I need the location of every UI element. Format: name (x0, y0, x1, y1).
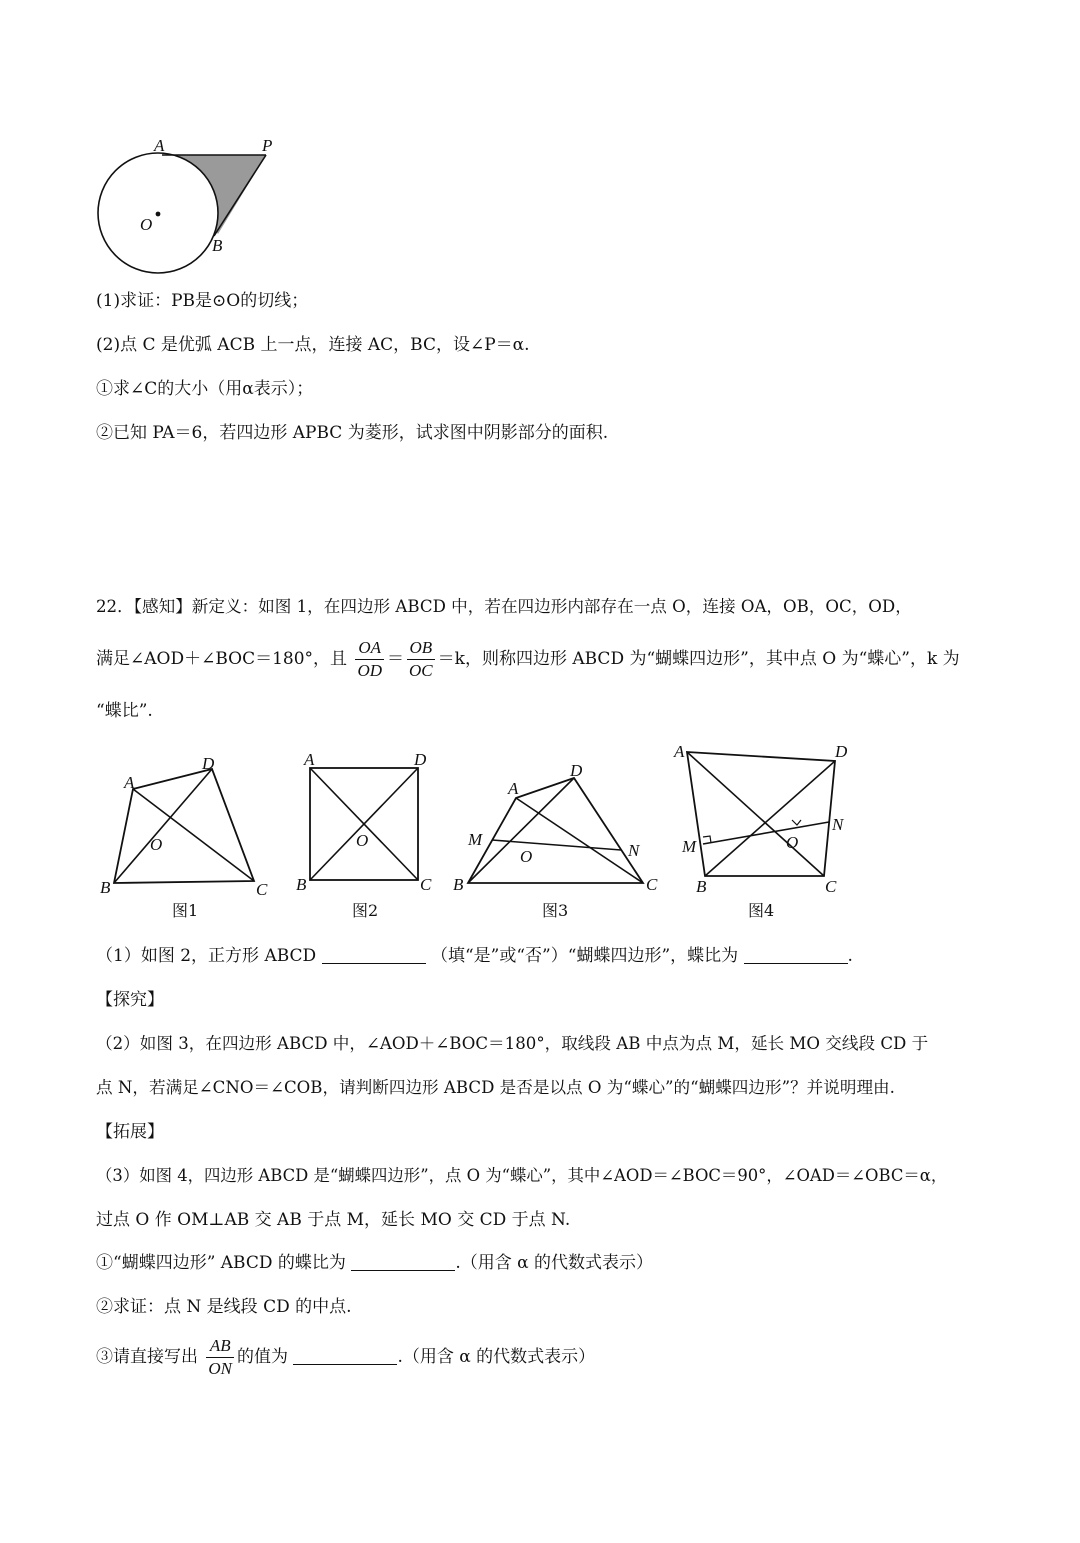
butterfly-figures (90, 738, 990, 928)
svg-text:B: B (696, 877, 707, 896)
q22-part3-line1: （3）如图 4，四边形 ABCD 是“蝴蝶四边形”，点 O 为“蝶心”，其中∠AOD＝∠BOC＝90°，∠OAD＝∠OBC＝α， (96, 1166, 948, 1185)
svg-text:A: A (674, 742, 685, 761)
q22-part3a-hint: .（用含 α 的代数式表示） (455, 1253, 654, 1273)
answer-blank-4[interactable] (293, 1348, 397, 1365)
q22-intro-line3: “蝶比”. (96, 701, 153, 721)
svg-text:B: B (296, 875, 307, 894)
circle-tangent-figure (90, 130, 300, 280)
q21-part1: (1)求证：PB是⊙O的切线； (96, 291, 309, 311)
label-a: A (154, 136, 165, 155)
svg-text:N: N (832, 815, 844, 834)
q22-part3c-hint: .（用含 α 的代数式表示） (397, 1347, 596, 1367)
q22-intro-line2 (96, 636, 960, 682)
q21-part2: (2)点 C 是优弧 ACB 上一点，连接 AC，BC，设∠P＝α. (96, 335, 530, 355)
q22-intro2a: 满足∠AOD＋∠BOC＝180°，且 (96, 649, 348, 669)
q22-intro-line1: 22．【感知】新定义：如图 1，在四边形 ABCD 中，若在四边形内部存在一点 O，连接 OA，OB，OC，OD， (96, 597, 912, 616)
svg-text:O: O (786, 833, 799, 852)
svg-text:D: D (414, 750, 427, 769)
svg-text:O: O (356, 831, 369, 850)
svg-text:C: C (825, 877, 837, 896)
caption-fig3: 图3 (542, 901, 569, 920)
svg-text:B: B (453, 875, 464, 894)
q21-part2a: ①求∠C的大小（用α表示）； (96, 379, 314, 399)
svg-text:M: M (468, 830, 483, 849)
q22-part1-a: （1）如图 2，正方形 ABCD (96, 946, 317, 966)
q21-part2b: ②已知 PA＝6，若四边形 APBC 为菱形，试求图中阴影部分的面积. (96, 423, 609, 443)
fraction-oc: OC (409, 661, 433, 680)
q22-part2-line2: 点 N，若满足∠CNO＝∠COB，请判断四边形 ABCD 是否是以点 O 为“蝶心”的“蝴蝶四边形”？并说明理由. (96, 1078, 895, 1097)
q22-part1 (96, 945, 853, 967)
heading-explore: 【探究】 (96, 990, 164, 1010)
figure-2 (296, 750, 432, 920)
svg-text:N: N (628, 841, 640, 860)
svg-text:C: C (646, 875, 658, 894)
svg-text:D: D (202, 754, 215, 773)
answer-blank-3[interactable] (351, 1254, 455, 1271)
label-b: B (212, 236, 223, 255)
label-p: P (262, 136, 273, 155)
fraction-ab: AB (206, 1335, 234, 1358)
q22-part3a (96, 1252, 653, 1274)
figure-4 (673, 742, 848, 920)
fraction-od: OD (357, 661, 383, 680)
q22-part3c-text: ③请直接写出 (96, 1347, 198, 1367)
q22-part3b: ②求证：点 N 是线段 CD 的中点. (96, 1297, 352, 1317)
q22-part3a-text: ①“蝴蝶四边形” ABCD 的蝶比为 (96, 1253, 346, 1273)
svg-text:O: O (150, 835, 163, 854)
caption-fig1: 图1 (172, 901, 199, 920)
caption-fig4: 图4 (748, 901, 775, 920)
q22-part3c-value: 的值为 (237, 1347, 289, 1367)
svg-text:B: B (100, 878, 111, 897)
q22-part1-b: （填“是”或“否”）“蝴蝶四边形”，蝶比为 (430, 946, 739, 966)
fraction-on: ON (208, 1359, 233, 1378)
q22-part1-c: . (847, 946, 853, 966)
fraction-ob-oc (407, 637, 435, 682)
q22-part3c (96, 1334, 595, 1380)
q22-part3-line2: 过点 O 作 OM⊥AB 交 AB 于点 M，延长 MO 交 CD 于点 N. (96, 1210, 571, 1230)
q22-part2-line1: （2）如图 3，在四边形 ABCD 中，∠AOD＋∠BOC＝180°，取线段 AB 中点为点 M，延长 MO 交线段 CD 于 (96, 1034, 929, 1053)
svg-text:D: D (570, 761, 583, 780)
svg-text:A: A (304, 750, 315, 769)
fraction-oa-od (355, 637, 384, 682)
svg-text:C: C (420, 875, 432, 894)
heading-extend: 【拓展】 (96, 1122, 164, 1142)
label-o: O (140, 215, 153, 234)
svg-text:M: M (682, 837, 697, 856)
svg-text:A: A (508, 779, 519, 798)
figure-1 (100, 754, 268, 920)
caption-fig2: 图2 (352, 901, 379, 920)
fraction-oa: OA (355, 637, 384, 660)
answer-blank-1[interactable] (322, 947, 426, 964)
fraction-ab-on (206, 1335, 234, 1380)
svg-text:C: C (256, 880, 268, 899)
center-dot (156, 212, 161, 217)
svg-text:O: O (520, 847, 533, 866)
svg-text:A: A (124, 773, 135, 792)
q22-intro2b: ＝k，则称四边形 ABCD 为“蝴蝶四边形”，其中点 O 为“蝶心”，k 为 (437, 649, 960, 669)
figure-3 (453, 761, 658, 920)
equals-sign: ＝ (387, 649, 405, 669)
answer-blank-2[interactable] (744, 947, 848, 964)
svg-text:D: D (835, 742, 848, 761)
fraction-ob: OB (407, 637, 435, 660)
